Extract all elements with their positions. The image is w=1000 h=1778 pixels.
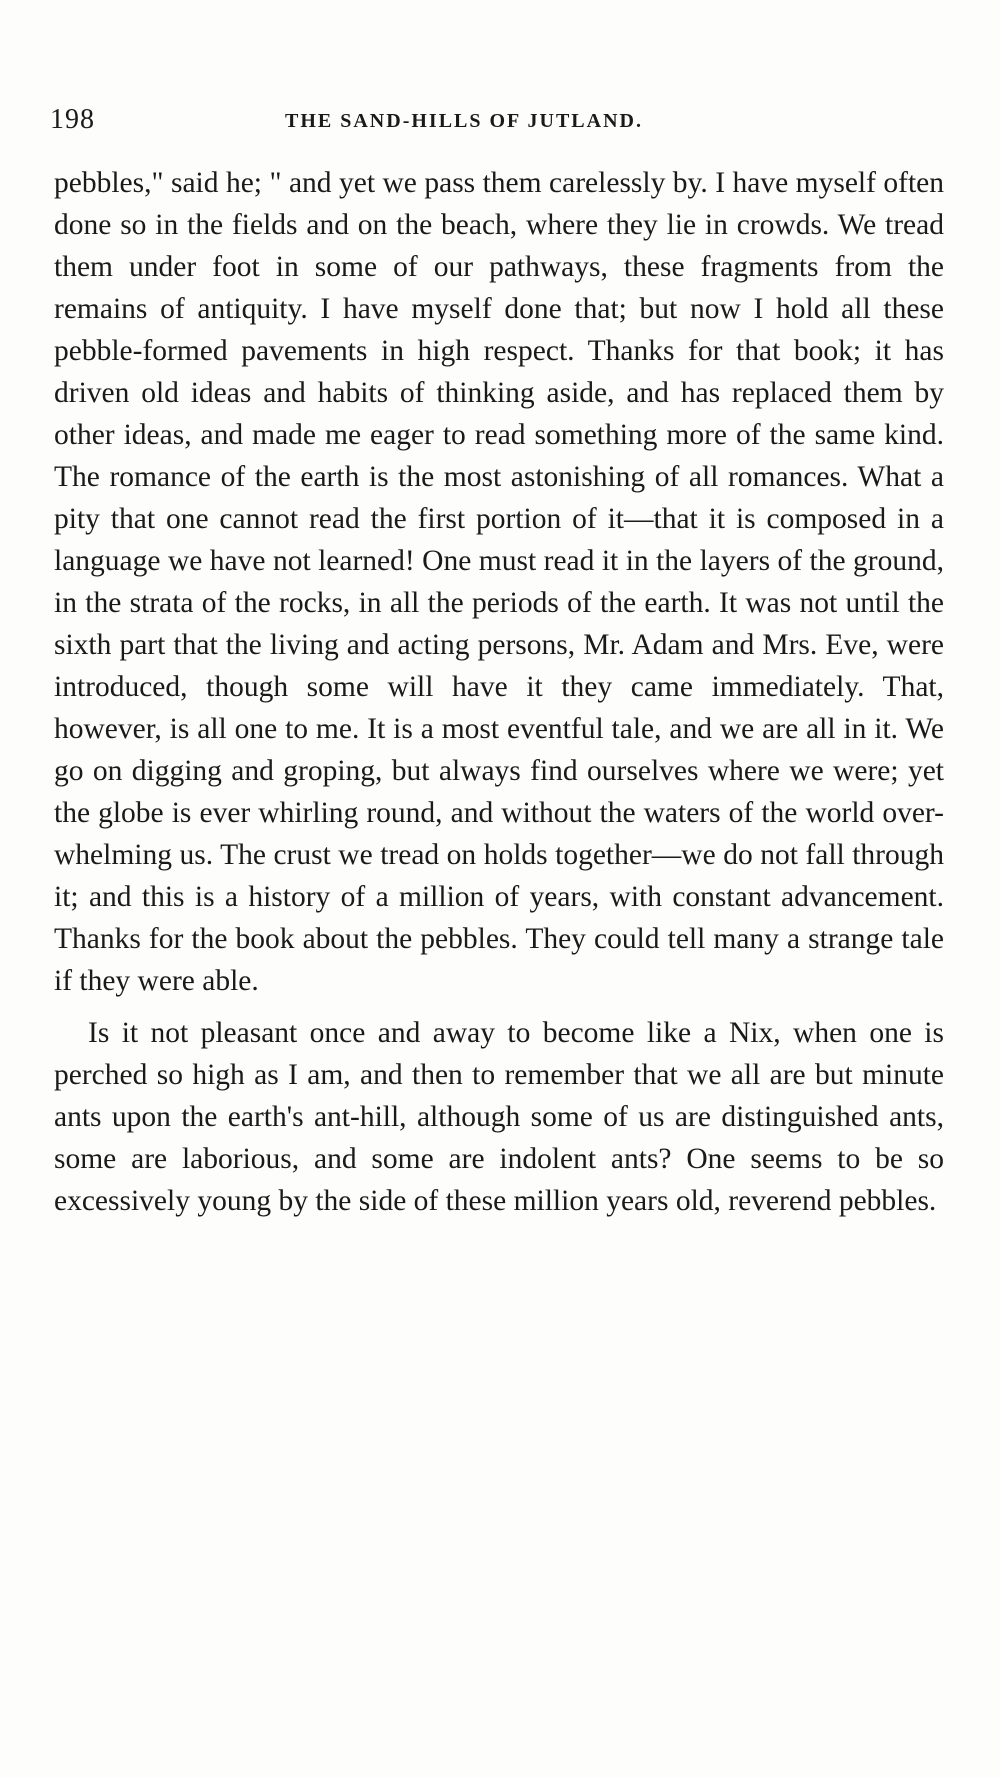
body-text — [54, 162, 944, 1222]
running-title: THE SAND-HILLS OF JUTLAND. — [285, 110, 643, 132]
paragraph-2: Is it not pleasant once and away to become like a Nix, when one is perched so high as I am, and then to remember that we all are but minute ants upon the earth's ant-hill, although some of us are distinguished ants, some are laborious, and some are indolent ants? One seems to be so excessively young by the side of these million years old, reverend pebbles. — [54, 1017, 944, 1217]
paragraph-1: pebbles," said he; " and yet we pass them carelessly by. I have myself often done so in the fields and on the beach, where they lie in crowds. We tread them under foot in some of our pathways, these fragments from the remains of antiquity. I have myself done that; but now I hold all these pebble-formed pavements in high respect. Thanks for that book; it has driven old ideas and habits of thinking aside, and has replaced them by other ideas, and made me eager to read something more of the same kind. The romance of the earth is the most astonishing of all romances. What a pity that one cannot read the first portion of it—that it is composed in a language we have not learned! One must read it in the layers of the ground, in the strata of the rocks, in all the periods of the earth. It was not until the sixth part that the living and acting persons, Mr. Adam and Mrs. Eve, were introduced, though some will have it they came immediately. That, however, is all one to me. It is a most eventful tale, and we are all in it. We go on digging and groping, but always find ourselves where we were; yet the globe is ever whirling round, and without the waters of the world over-whelming us. The crust we tread on holds together—we do not fall through it; and this is a history of a million of years, with constant advancement. Thanks for the book about the pebbles. They could tell many a strange tale if they were able. — [54, 167, 944, 997]
running-head — [50, 104, 950, 138]
page-number: 198 — [50, 104, 95, 135]
